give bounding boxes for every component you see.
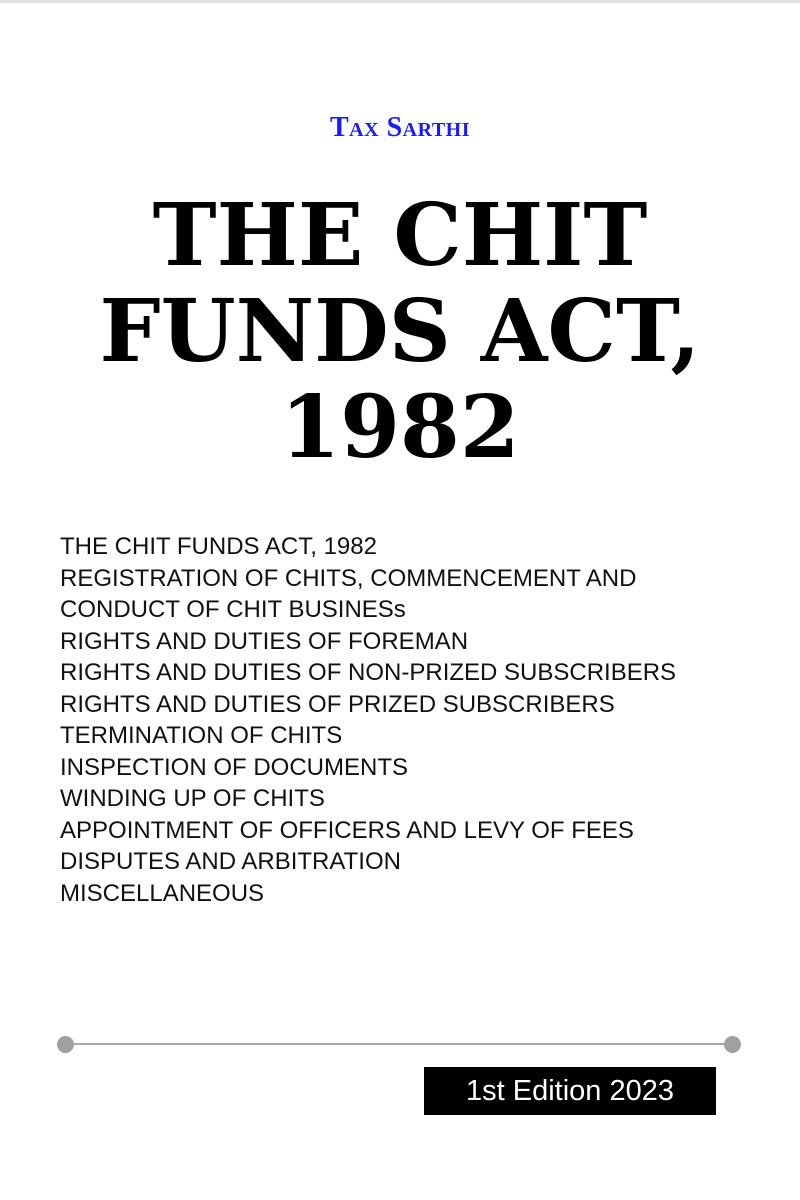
contents-item: CONDUCT OF CHIT BUSINESs (60, 596, 406, 623)
contents-item: INSPECTION OF DOCUMENTS (60, 753, 409, 781)
edition-badge: 1st Edition 2023 (424, 1067, 716, 1115)
top-border (0, 0, 800, 3)
contents-item: RIGHTS AND DUTIES OF NON-PRIZED SUBSCRIBERS (60, 659, 677, 686)
contents-item: DISPUTES AND ARBITRATION (60, 848, 401, 875)
divider-dot-left (57, 1036, 74, 1053)
contents-list (60, 531, 676, 909)
contents-item: REGISTRATION OF CHITS, COMMENCEMENT AND (60, 564, 637, 592)
publisher-name: Tax Sarthi (330, 112, 470, 143)
book-title (0, 185, 800, 478)
contents-item: THE CHIT FUNDS ACT, 1982 (60, 533, 377, 560)
divider-dot-right (724, 1036, 741, 1053)
contents-item: TERMINATION OF CHITS (60, 722, 343, 749)
title-line: 1982 (280, 377, 520, 478)
contents-item: MISCELLANEOUS (60, 879, 265, 907)
contents-item: RIGHTS AND DUTIES OF PRIZED SUBSCRIBERS (60, 690, 615, 718)
contents-item: RIGHTS AND DUTIES OF FOREMAN (60, 627, 469, 655)
title-line: THE CHIT (152, 185, 648, 286)
divider-line (65, 1043, 732, 1045)
contents-item: APPOINTMENT OF OFFICERS AND LEVY OF FEES (60, 816, 634, 844)
contents-item: WINDING UP OF CHITS (60, 785, 325, 812)
title-line: FUNDS ACT, (99, 281, 701, 382)
